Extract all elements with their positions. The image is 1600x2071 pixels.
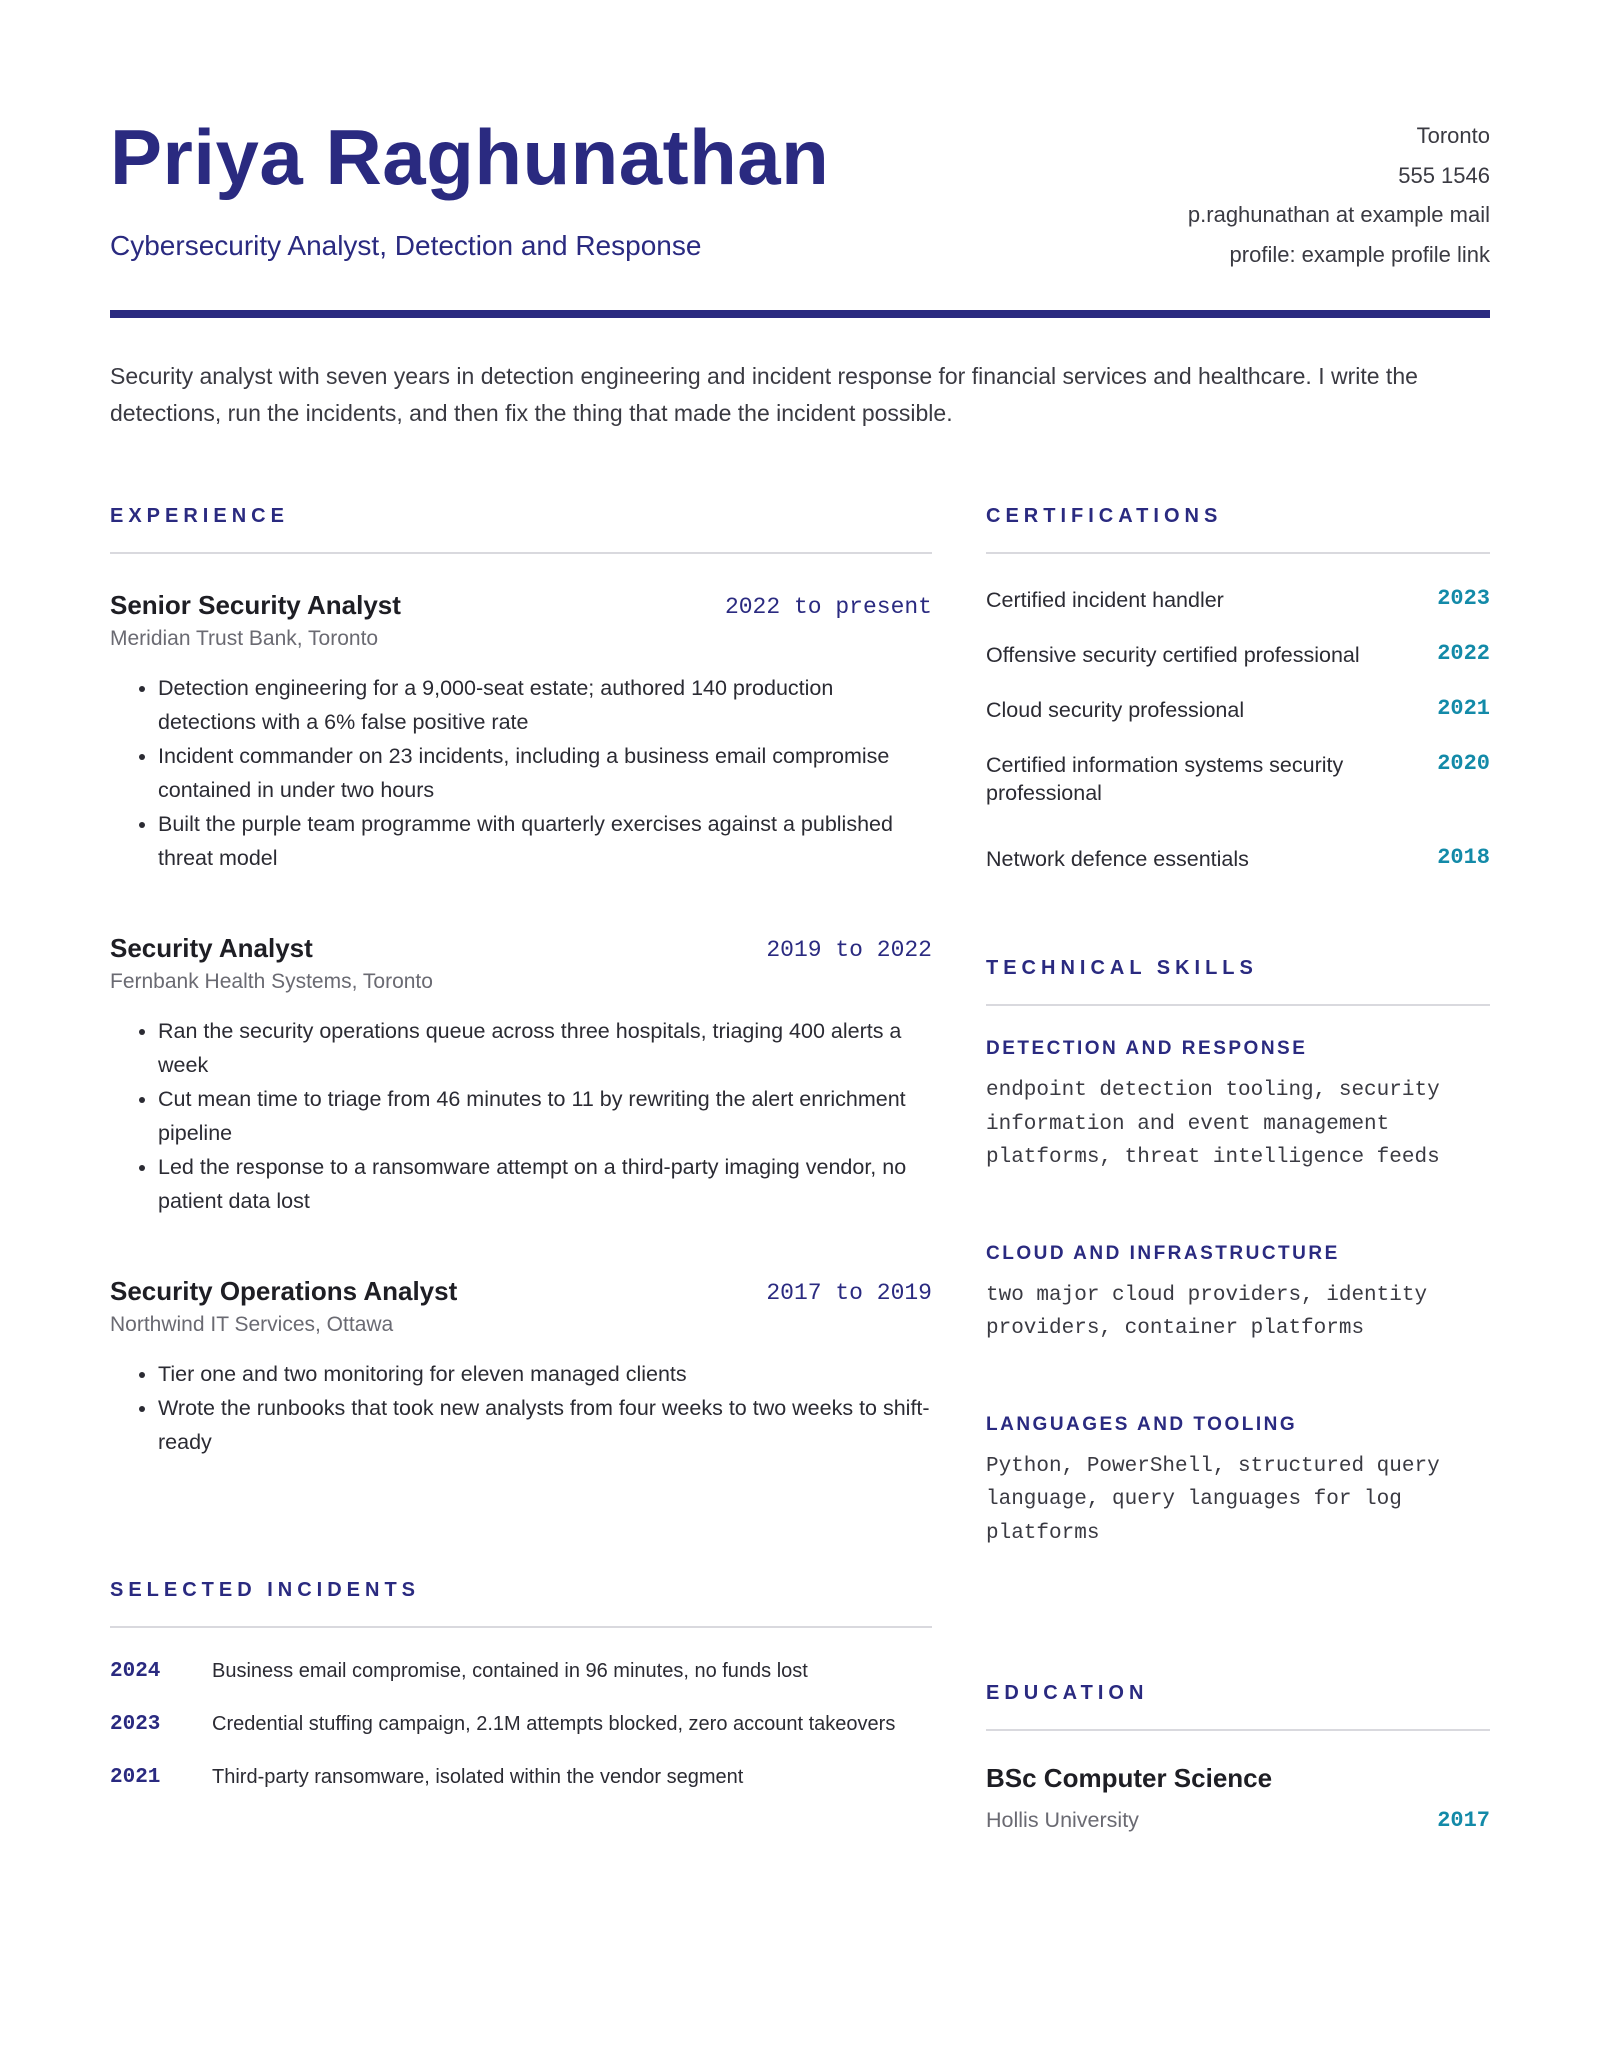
job-bullets [110,1014,932,1218]
section-divider [110,1626,932,1628]
job-title: Senior Security Analyst [110,590,401,620]
job-bullet: • Led the response to a ransomware attempt on a third-party imaging vendor, no patient data lost [158,1150,932,1218]
section-divider [986,1004,1490,1006]
job-entry [110,1276,932,1459]
right-column [986,505,1490,1833]
section-divider [986,552,1490,554]
certification-name: Offensive security certified professional [986,643,1360,667]
certification-row [986,586,1490,614]
contact-phone: 555 1546 [1398,162,1490,188]
section-divider [986,1729,1490,1731]
education-details [986,1808,1490,1833]
certification-row [986,696,1490,724]
section-heading-experience: EXPERIENCE [110,505,289,527]
skill-group-title: DETECTION AND RESPONSE [986,1038,1308,1059]
certification-year: 2021 [1437,696,1490,721]
job-title: Security Operations Analyst [110,1276,458,1306]
incident-list [110,1660,932,1819]
education-entry [986,1763,1490,1833]
summary-paragraph: Security analyst with seven years in detection engineering and incident response for financial services and healthcare. I write the detections, run the incidents, and then fix the thing that made the incident possible. [110,363,1418,426]
job-bullet: • Ran the security operations queue across three hospitals, triaging 400 alerts a week [158,1014,932,1082]
incident-row [110,1713,932,1766]
job-dates: 2019 to 2022 [766,937,932,963]
job-bullet: • Incident commander on 23 incidents, including a business email compromise contained in under two hours [158,739,932,807]
education-degree: BSc Computer Science [986,1763,1273,1793]
job-bullet: • Detection engineering for a 9,000-seat estate; authored 140 production detections with a 6% false positive rate [158,671,932,739]
skill-group [986,1414,1490,1551]
job-dates: 2022 to present [724,594,932,620]
certification-year: 2020 [1437,751,1490,776]
certification-row [986,641,1490,669]
incident-description: Third-party ransomware, isolated within the vendor segment [212,1766,744,1788]
job-organization: Meridian Trust Bank, Toronto [110,627,379,650]
job-dates: 2017 to 2019 [766,1280,932,1306]
job-entry [110,933,932,1218]
incident-year: 2024 [110,1660,161,1683]
job-bullet: • Cut mean time to triage from 46 minutes to 11 by rewriting the alert enrichment pipeline [158,1082,932,1150]
contact-city: Toronto [1416,123,1490,148]
skill-group-title: CLOUD AND INFRASTRUCTURE [986,1242,1340,1264]
job-organization: Northwind IT Services, Ottawa [110,1313,394,1336]
incident-year: 2021 [110,1766,161,1789]
job-bullets [110,1357,932,1459]
certification-name: Network defence essentials [986,847,1249,871]
section-heading-certifications: CERTIFICATIONS [986,505,1223,527]
job-bullet: • Tier one and two monitoring for eleven managed clients [158,1357,932,1391]
contact-email: p.raghunathan at example mail [1187,202,1490,227]
certification-year: 2023 [1437,586,1490,611]
job-bullet: • Wrote the runbooks that took new analysts from four weeks to two weeks to shift-ready [158,1391,932,1459]
left-column [110,505,932,1819]
certification-year: 2018 [1437,845,1490,870]
job-entry [110,590,932,875]
resume-page [110,0,1490,2071]
job-bullets [110,671,932,875]
section-divider [110,552,932,554]
candidate-name: Priya Raghunathan [110,113,830,201]
incident-year: 2023 [110,1713,161,1736]
certification-row [986,845,1490,873]
certification-row [986,751,1490,807]
contact-block [1188,116,1490,274]
job-bullet: • Built the purple team programme with quarterly exercises against a published threat model [158,807,932,875]
header-divider [110,310,1490,318]
skill-group [986,1038,1490,1175]
certification-name: Certified incident handler [986,588,1224,612]
incident-row [110,1766,932,1819]
education-year: 2017 [1437,1808,1490,1833]
contact-profile: profile: example profile link [1229,241,1490,267]
incident-description: Business email compromise, contained in 96 minutes, no funds lost [212,1660,808,1682]
skill-group-list: two major cloud providers, identity providers, container platforms [986,1283,1428,1340]
skill-group-list: Python, PowerShell, structured query language, query languages for log platforms [986,1454,1440,1545]
certification-name: Cloud security professional [986,698,1245,722]
incident-description: Credential stuffing campaign, 2.1M attempts blocked, zero account takeovers [212,1713,896,1735]
section-heading-education: EDUCATION [986,1682,1149,1704]
education-school: Hollis University [986,1808,1139,1832]
job-tagline: Cybersecurity Analyst, Detection and Response [110,230,702,261]
skill-group-title: LANGUAGES AND TOOLING [986,1413,1298,1435]
incident-row [110,1660,932,1713]
skill-group [986,1243,1490,1346]
skill-group-list: endpoint detection tooling, security information and event management platforms, threat intelligence feeds [986,1079,1440,1169]
job-title: Security Analyst [110,933,313,963]
job-organization: Fernbank Health Systems, Toronto [110,970,433,993]
certification-name: Certified information systems security professional [986,753,1344,805]
certification-year: 2022 [1437,641,1490,666]
section-heading-incidents: SELECTED INCIDENTS [110,1579,421,1601]
section-heading-skills: TECHNICAL SKILLS [986,957,1258,979]
